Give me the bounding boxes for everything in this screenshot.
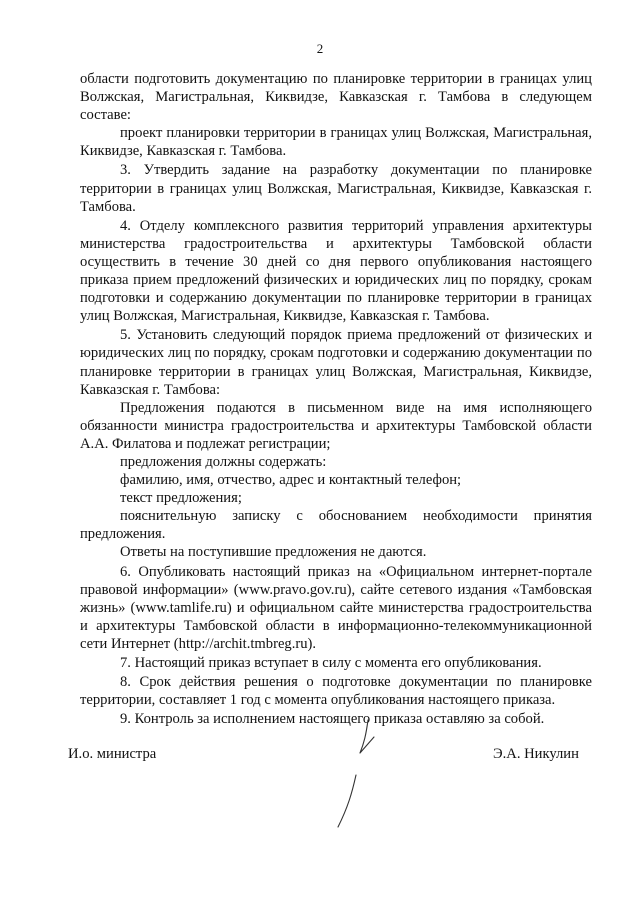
paragraph-intro: области подготовить документацию по планировке территории в границах улиц Волжская, Магистральная, Киквидзе, Кавказская г. Тамбова в следующем составе:: [80, 71, 592, 124]
paragraph-proposals-submission: Предложения подаются в письменном виде на имя исполняющего обязанности министра градостроительства и архитектуры Тамбовской области А.А. Филатова и подлежат регистрации;: [80, 399, 592, 452]
paragraph-project: проект планировки территории в границах улиц Волжская, Магистральная, Киквидзе, Кавказская г. Тамбова.: [80, 125, 592, 160]
signatory-title: И.о. министра: [68, 746, 157, 762]
paragraph-proposals-content: предложения должны содержать:: [120, 453, 327, 470]
paragraph-contact-info: фамилию, имя, отчество, адрес и контактный телефон;: [120, 472, 462, 489]
page-number: 2: [316, 41, 324, 56]
paragraph-no-answers: Ответы на поступившие предложения не даются.: [120, 544, 427, 561]
signatory-name: Э.А. Никулин: [493, 746, 579, 762]
handwritten-signature: [330, 715, 390, 835]
paragraph-item-7: 7. Настоящий приказ вступает в силу с момента его опубликования.: [120, 655, 542, 671]
paragraph-proposal-text: текст предложения;: [120, 490, 242, 507]
paragraph-item-6: 6. Опубликовать настоящий приказ на «Официальном интернет-портале правовой информации» (www.pravo.gov.ru), сайте сетевого издания «Тамбовская жизнь» (www.tamlife.ru) и официальном сайте министерства градостроительства и архитектуры Тамбовской области в информационно-телекоммуникационной сети Интернет (http://archit.tmbreg.ru).: [80, 563, 592, 652]
paragraph-item-8: 8. Срок действия решения о подготовке документации по планировке территории, составляет 1 год с момента опубликования настоящего приказа.: [80, 674, 592, 709]
paragraph-item-5: 5. Установить следующий порядок приема предложений от физических и юридических лиц по порядку, срокам подготовки и содержанию документации по планировке территории в границах улиц Волжская, Магистральная, Киквидзе, Кавказская г. Тамбова:: [80, 327, 592, 398]
paragraph-explanatory-note: пояснительную записку с обоснованием необходимости принятия предложения.: [80, 508, 592, 543]
paragraph-item-3: 3. Утвердить задание на разработку документации по планировке территории в границах улиц Волжская, Магистральная, Киквидзе, Кавказская г. Тамбова.: [80, 162, 592, 215]
paragraph-item-4: 4. Отделу комплексного развития территорий управления архитектуры министерства градостроительства и архитектуры Тамбовской области осуществить в течение 30 дней со дня первого опубликования настоящего приказа прием предложений физических и юридических лиц по порядку, срокам подготовки и содержанию документации по планировке территории в границах улиц Волжская, Магистральная, Киквидзе, Кавказская г. Тамбова.: [80, 217, 592, 325]
document-body: [80, 70, 592, 728]
paragraph-item-9: 9. Контроль за исполнением настоящего приказа оставляю за собой.: [120, 711, 545, 728]
